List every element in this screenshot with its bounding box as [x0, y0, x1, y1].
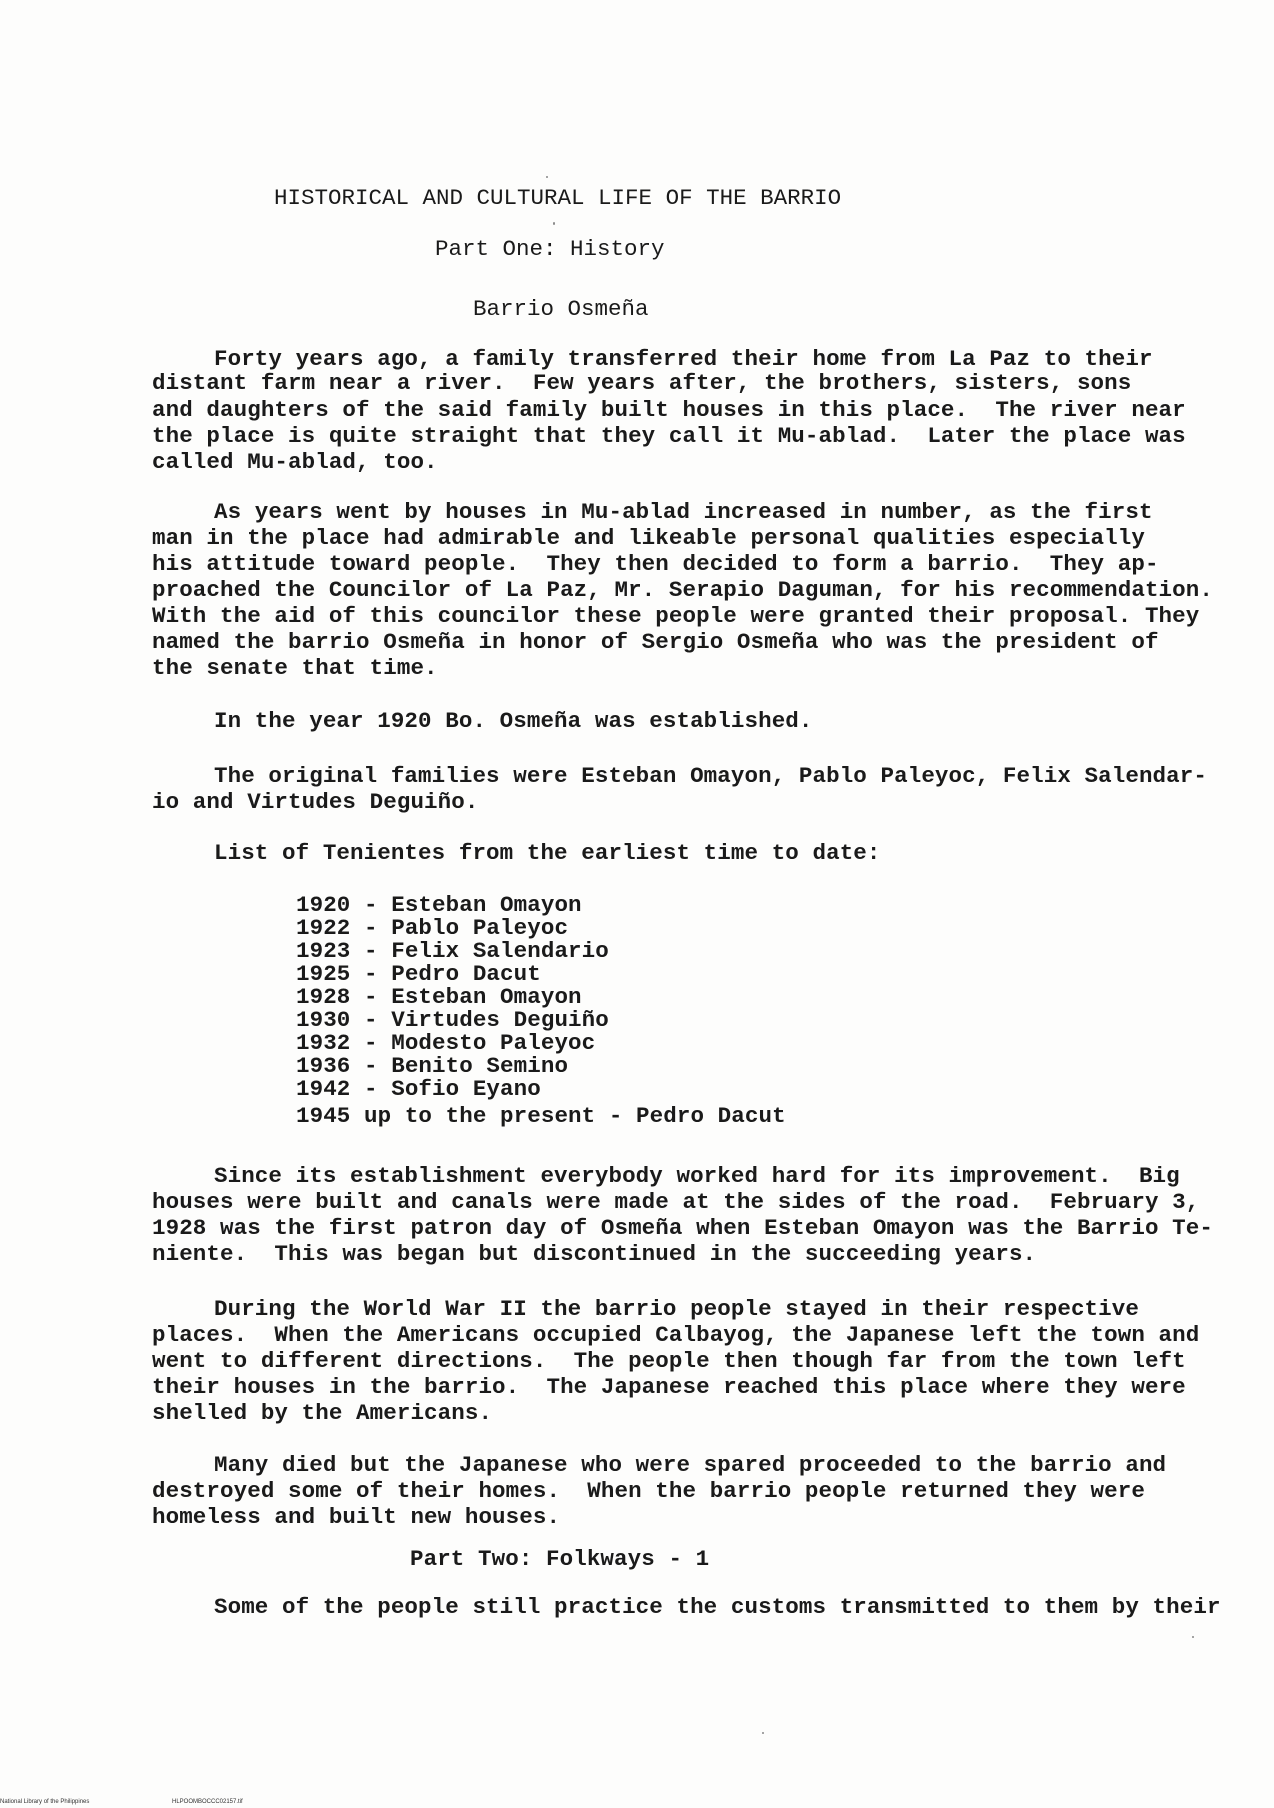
part-one-heading: Part One: History	[435, 236, 665, 262]
paragraph-line: During the World War II the barrio people stayed in their respective	[214, 1296, 1139, 1322]
paragraph-line: went to different directions. The people then though far from the town left	[152, 1348, 1186, 1374]
list-item: 1945 up to the present - Pedro Dacut	[296, 1103, 786, 1129]
paragraph-line: io and Virtudes Deguiño.	[152, 789, 479, 815]
document-title: HISTORICAL AND CULTURAL LIFE OF THE BARRIO	[274, 185, 842, 211]
tenientes-intro: List of Tenientes from the earliest time to date:	[214, 840, 881, 866]
list-item: 1930 - Virtudes Deguiño	[296, 1007, 609, 1033]
paragraph-line: Many died but the Japanese who were spared proceeded to the barrio and	[214, 1452, 1167, 1478]
paragraph-line: the senate that time.	[152, 655, 438, 681]
paragraph-line: the place is quite straight that they call it Mu-ablad. Later the place was	[152, 423, 1186, 449]
paragraph-line: The original families were Esteban Omayon, Pablo Paleyoc, Felix Salendar-	[214, 763, 1207, 789]
scan-speck	[546, 176, 548, 178]
paragraph-line: 1928 was the first patron day of Osmeña when Esteban Omayon was the Barrio Te-	[152, 1215, 1213, 1241]
paragraph-line: proached the Councilor of La Paz, Mr. Serapio Daguman, for his recommendation.	[152, 577, 1213, 603]
list-item: 1936 - Benito Semino	[296, 1053, 569, 1079]
list-item: 1942 - Sofio Eyano	[296, 1076, 541, 1102]
part-two-heading: Part Two: Folkways - 1	[410, 1546, 710, 1572]
barrio-name-heading: Barrio Osmeña	[473, 296, 649, 322]
list-item: 1923 - Felix Salendario	[296, 938, 609, 964]
footer-library: National Library of the Philippines	[0, 1799, 90, 1805]
list-item: 1920 - Esteban Omayon	[296, 892, 582, 918]
paragraph-line: Since its establishment everybody worked hard for its improvement. Big	[214, 1163, 1180, 1189]
list-item: 1922 - Pablo Paleyoc	[296, 915, 569, 941]
paragraph-line: Some of the people still practice the customs transmitted to them by their	[214, 1594, 1221, 1620]
paragraph-line: Forty years ago, a family transferred their home from La Paz to their	[214, 346, 1153, 372]
paragraph-line: homeless and built new houses.	[152, 1504, 561, 1530]
scan-speck	[762, 1732, 764, 1734]
paragraph-line: and daughters of the said family built houses in this place. The river near	[152, 397, 1186, 423]
list-item: 1928 - Esteban Omayon	[296, 984, 582, 1010]
paragraph-line: shelled by the Americans.	[152, 1400, 493, 1426]
paragraph-line: his attitude toward people. They then decided to form a barrio. They ap-	[152, 551, 1159, 577]
paragraph-line: man in the place had admirable and likeable personal qualities especially	[152, 525, 1145, 551]
paragraph-line: In the year 1920 Bo. Osmeña was established.	[214, 708, 813, 734]
paragraph-line: their houses in the barrio. The Japanese reached this place where they were	[152, 1374, 1186, 1400]
scan-speck	[553, 222, 555, 225]
paragraph-line: destroyed some of their homes. When the barrio people returned they were	[152, 1478, 1145, 1504]
list-item: 1925 - Pedro Dacut	[296, 961, 541, 987]
paragraph-line: distant farm near a river. Few years after, the brothers, sisters, sons	[152, 370, 1132, 396]
paragraph-line: niente. This was began but discontinued in the succeeding years.	[152, 1241, 1037, 1267]
paragraph-line: With the aid of this councilor these people were granted their proposal. They	[152, 603, 1200, 629]
paragraph-line: named the barrio Osmeña in honor of Sergio Osmeña who was the president of	[152, 629, 1159, 655]
scan-speck	[1192, 1636, 1194, 1638]
paragraph-line: called Mu-ablad, too.	[152, 449, 438, 475]
paragraph-line: houses were built and canals were made at the sides of the road. February 3,	[152, 1189, 1200, 1215]
footer-file-id: HLPOOMBOCCC02157.tif	[172, 1799, 243, 1805]
list-item: 1932 - Modesto Paleyoc	[296, 1030, 596, 1056]
paragraph-line: places. When the Americans occupied Calbayog, the Japanese left the town and	[152, 1322, 1200, 1348]
paragraph-line: As years went by houses in Mu-ablad increased in number, as the first	[214, 499, 1153, 525]
